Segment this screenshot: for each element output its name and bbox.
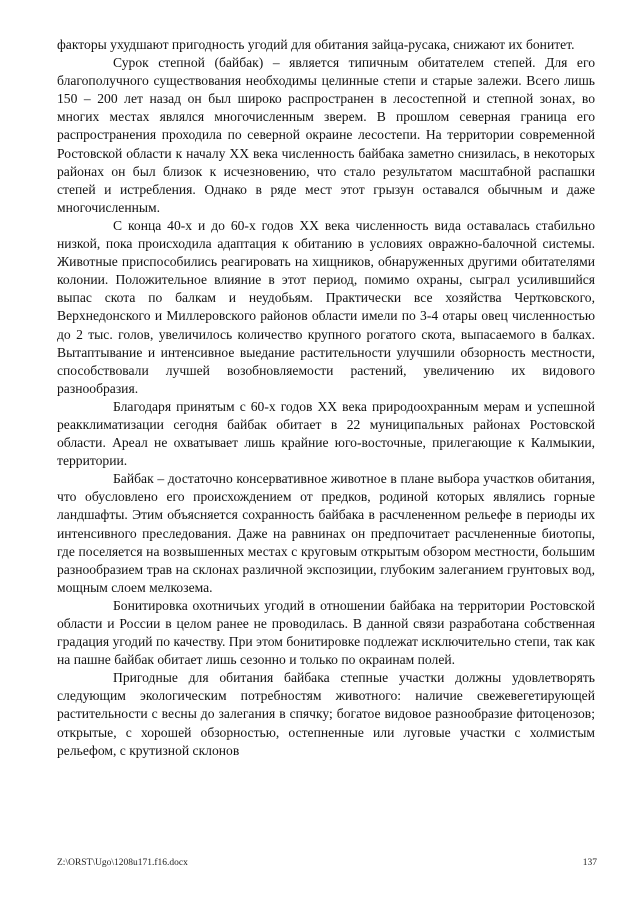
paragraph-7: Пригодные для обитания байбака степные участки должны удовлетворять следующим экологическим потребностям животного: наличие свежевегетирующей растительности с весны до залегания в спячку; богатое видовое разнообразие фитоценозов; открытые, с хорошей обзорностью, остепненные или луговые участки с холмистым рельефом, с крутизной склонов	[57, 670, 595, 758]
footer-file-path: Z:\ORST\Ugo\1208u171.f16.docx	[57, 858, 188, 868]
paragraph-6: Бонитировка охотничьих угодий в отношении байбака на территории Ростовской области и России в целом ранее не проводилась. В данной связи разработана собственная градация угодий по качеству. При этом бонитировке подлежат исключительно степи, так как на пашне байбак обитает лишь сезонно и только по окраинам полей.	[57, 597, 595, 668]
paragraph-3: С конца 40-х и до 60-х годов XX века численность вида оставалась стабильно низкой, пока происходила адаптация к обитанию в условиях овражно-балочной системы. Животные приспособились реагировать на хищников, обнаруженных другими обитателями колонии. Положительное влияние в этот период, помимо охраны, сыграл усилившийся выпас скота по балкам и неудобьям. Практически все хозяйства Чертковского, Верхнедонского и Миллеровского районов области имели по 3-4 отары овец численностью до 2 тыс. голов, увеличилось количество крупного рогатого скота, выпасаемого в балках. Вытаптывание и интенсивное выедание растительности улучшили обзорность местности, способствовали лучшей возобновляемости растений, увеличению их видового разнообразия.	[57, 217, 595, 396]
paragraph-4: Благодаря принятым с 60-х годов XX века природоохранным мерам и успешной реакклиматизации сегодня байбак обитает в 22 муниципальных районах Ростовской области. Ареал не охватывает лишь крайние юго-восточные, прилегающие к Калмыкии, территории.	[57, 398, 595, 469]
footer-page-number: 137	[582, 858, 597, 868]
paragraph-5: Байбак – достаточно консервативное животное в плане выбора участков обитания, что обусловлено его происхождением от предков, родиной которых являлись горные ландшафты. Этим объясняется сохранность байбака в расчлененном рельефе в периоды их интенсивного преследования. Даже на равнинах он предпочитает расчлененные биотопы, где поселяется на возвышенных местах с круговым открытым обзором местности, большим разнообразием трав на склонах различной экспозиции, глубоким залеганием грунтовых вод, мощным слоем мелкозема.	[57, 471, 595, 595]
paragraph-2: Сурок степной (байбак) – является типичным обитателем степей. Для его благополучного существования необходимы целинные степи и старые залежи. Всего лишь 150 – 200 лет назад он был широко распространен в лесостепной и степной зонах, во многих местах являлся многочисленным зверем. В прошлом северная граница его распространения проходила по северной окраине лесостепи. На территории современной Ростовской области к началу XX века численность байбака заметно снизилась, в некоторых районах он был близок к исчезновению, что стало результатом масштабной распашки степей и истребления. Однако в ряде мест этот грызун оставался обычным и даже многочисленным.	[57, 55, 595, 215]
page-body-text	[57, 36, 595, 760]
paragraph-1: факторы ухудшают пригодность угодий для обитания зайца-русака, снижают их бонитет.	[57, 37, 575, 52]
